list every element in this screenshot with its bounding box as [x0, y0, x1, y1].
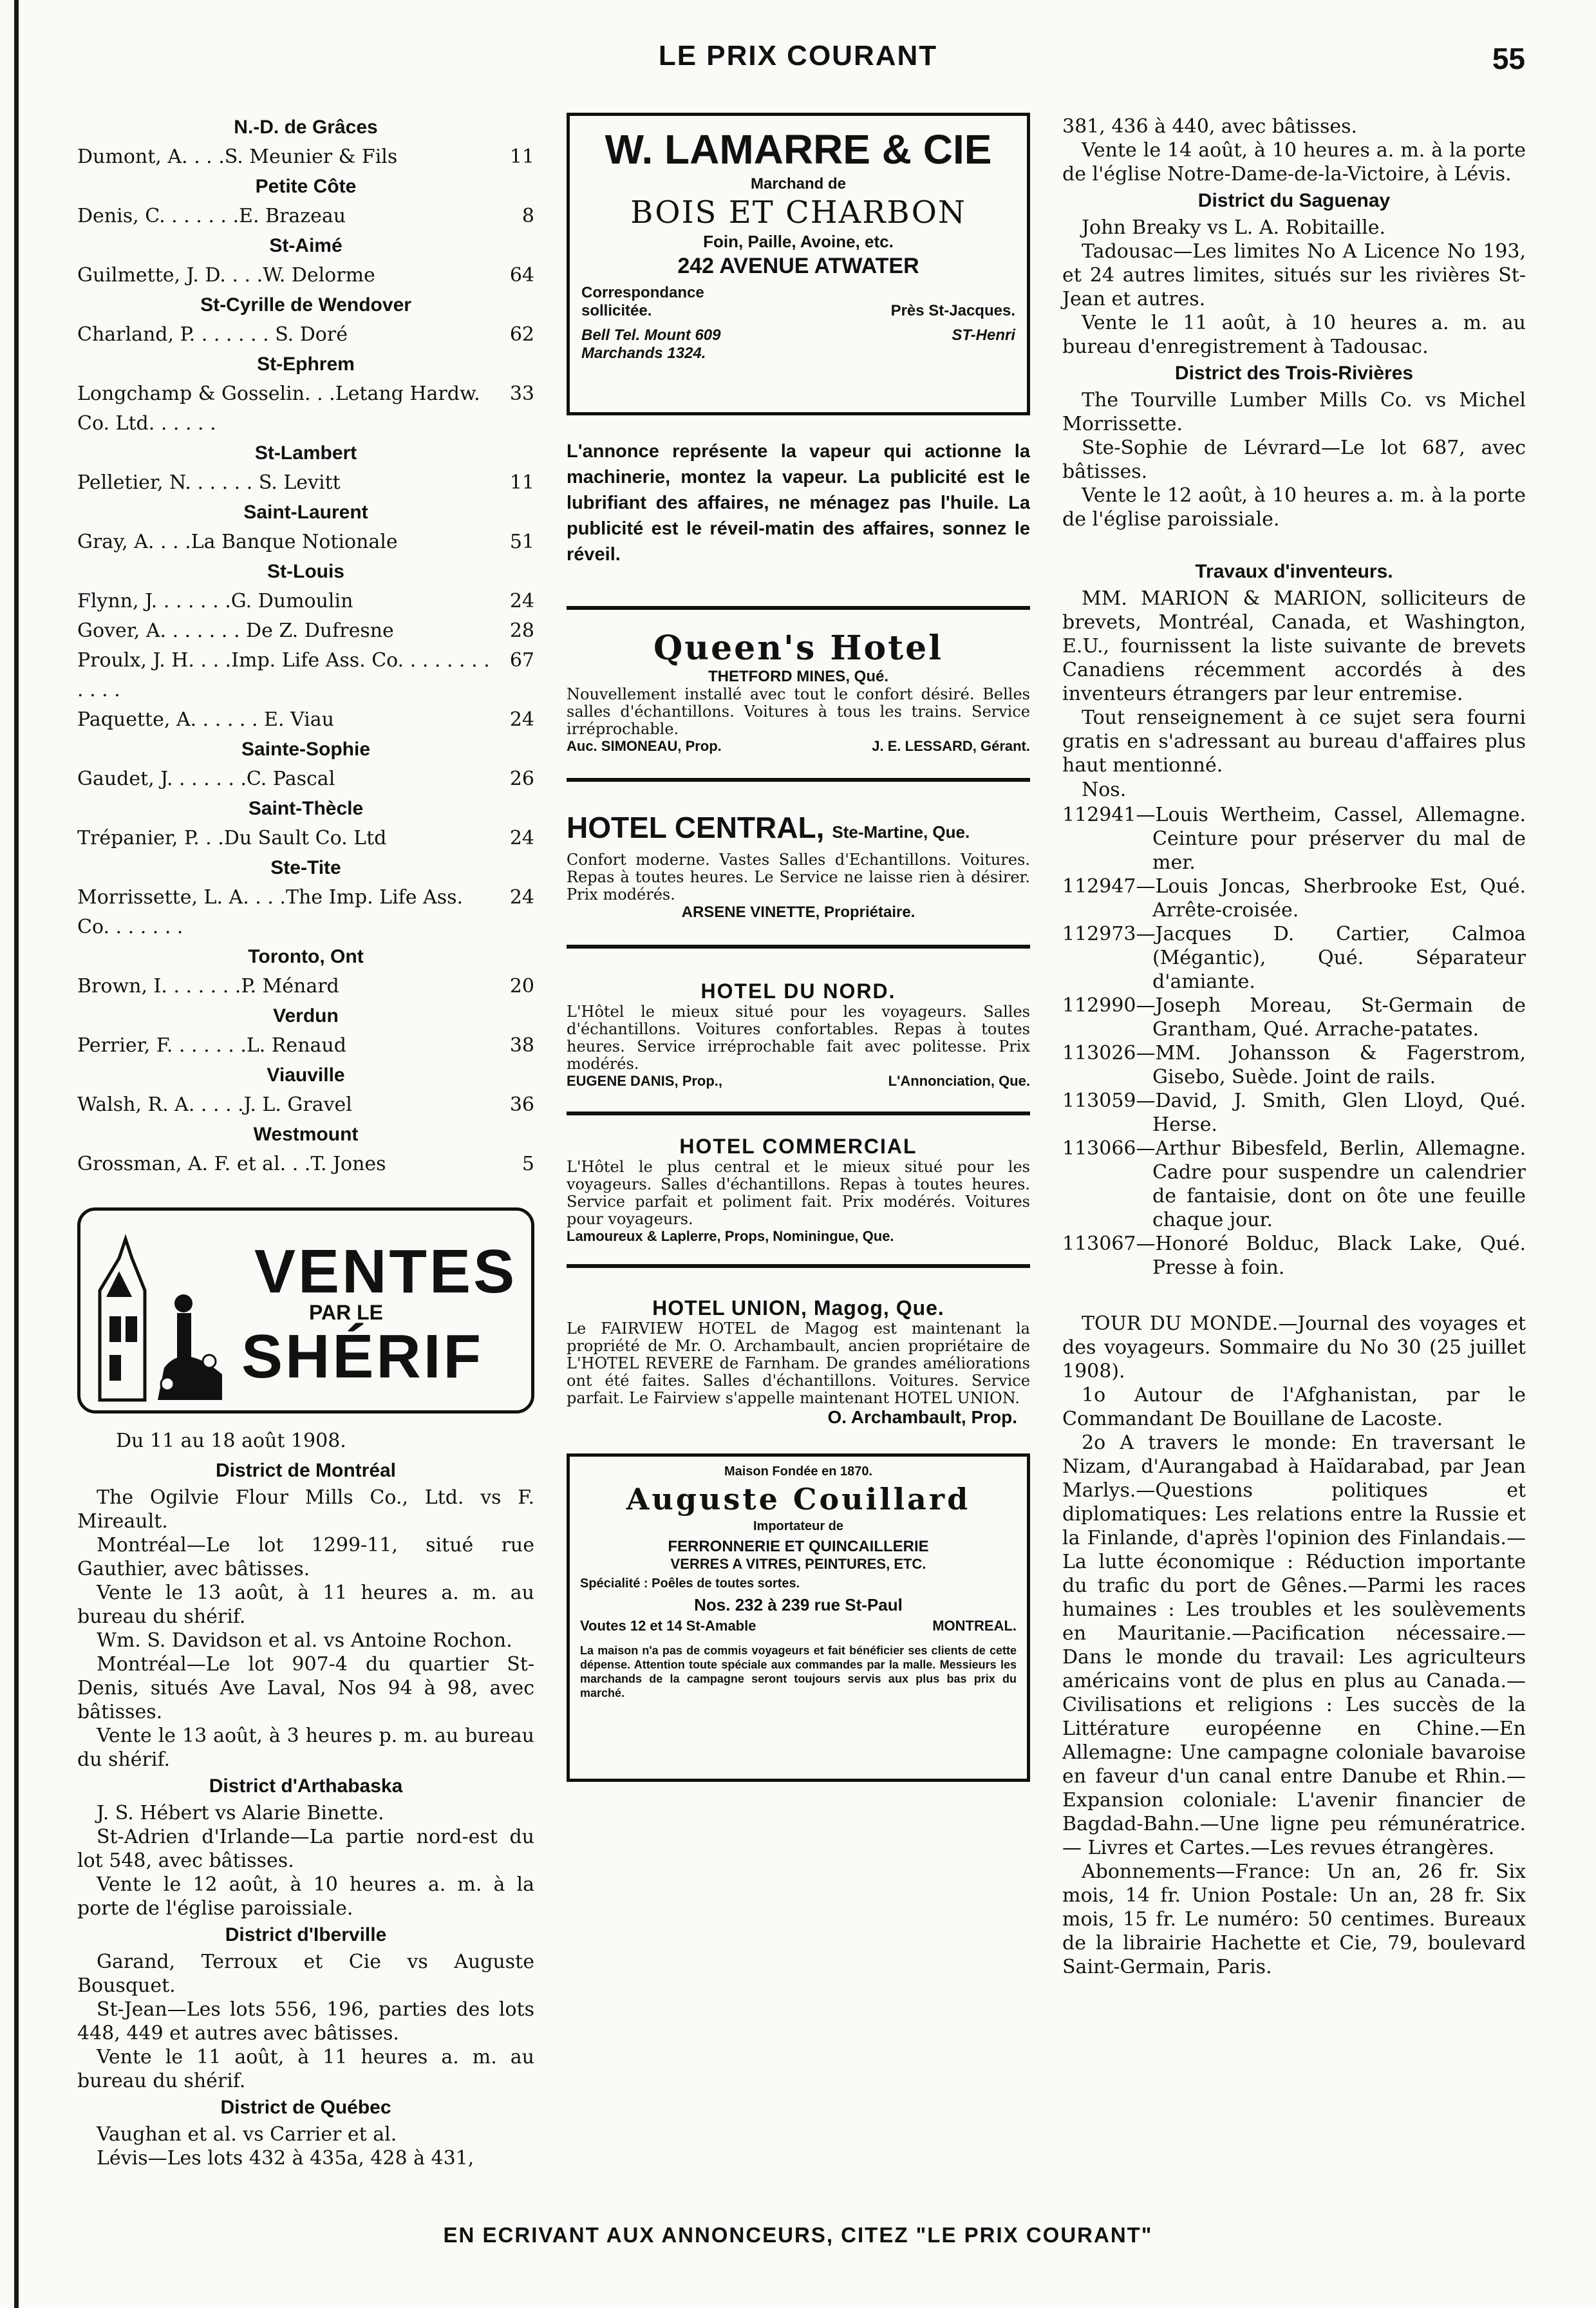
locality-heading: Saint-Laurent — [243, 502, 368, 523]
commercial-prop: Lamoureux & Laplerre, Props, Nominingue, Que. — [567, 1228, 894, 1244]
locality-heading: Viauville — [267, 1064, 345, 1086]
judgment-entry — [77, 527, 534, 557]
sale-paragraph: Vente le 11 août, à 10 heures a. m. au bureau d'enregistrement à Tadousac. — [1062, 312, 1526, 358]
sherif-word-ventes: VENTES — [254, 1237, 518, 1306]
sale-paragraph: Vente le 11 août, à 11 heures a. m. au bureau du shérif. — [77, 2046, 534, 2092]
tour-paragraph: Abonnements—France: Un an, 26 fr. Six mois, 14 fr. Union Postale: Un an, 28 fr. Six mois, 15 fr. Le numéro: 50 centimes. Bureaux de la librairie Hachette et Cie, 79, boulevard Saint-Germain, Paris. — [1062, 1860, 1526, 1978]
couillard-goods2: VERRES A VITRES, PEINTURES, ETC. — [670, 1556, 926, 1572]
judgments-list — [77, 113, 534, 1179]
commercial-desc: L'Hôtel le plus central et le mieux situé pour les voyageurs. Salles d'échantillons. Repas à toutes heures. Service parfait et poliment fait. Prix modérés. Voitures pour voyageurs. — [567, 1158, 1030, 1228]
lamarre-city: ST-Henri — [952, 326, 1015, 344]
column-left — [77, 113, 534, 2170]
judgment-entry — [77, 705, 534, 735]
union-desc: Le FAIRVIEW HOTEL de Magog est maintenant la propriété de Mr. O. Archambault, ancien propriétaire de L'HOTEL REVERE de Farnham. De grandes améliorations ont été faites. Salles d'échantillons. Voitures. Service parfait. Le Fairview s'appelle maintenant HOTEL UNION. — [567, 1320, 1030, 1407]
judgment-amount: 24 — [509, 590, 534, 612]
judgment-entry — [77, 202, 534, 231]
commercial-name: HOTEL COMMERCIAL — [679, 1135, 917, 1158]
patent-entry: 113067—Honoré Bolduc, Black Lake, Qué. Presse à foin. — [1062, 1233, 1526, 1279]
judgment-amount: 33 — [509, 383, 534, 405]
judgment-parties: Guilmette, J. D. . . .W. Delorme — [77, 264, 375, 287]
locality-heading: Sainte-Sophie — [241, 739, 371, 760]
couillard-importer: Importateur de — [753, 1519, 844, 1533]
sale-paragraph: Tadousac—Les limites No A Licence No 193, et 24 autres limites, situés sur les rivières St-Jean et autres. — [1062, 240, 1526, 310]
judgment-parties: Paquette, A. . . . . . E. Viau — [77, 708, 334, 731]
lamarre-corr: Correspondance sollicitée. — [581, 284, 704, 319]
trois-rivieres-district — [1062, 359, 1526, 531]
nord-desc: L'Hôtel le mieux situé pour les voyageurs. Salles d'échantillons. Voitures confortables. Repas à toutes heures. Service irréprochable fait avec politesse. Prix modérés. — [567, 1003, 1030, 1073]
queens-hotel-ad — [567, 629, 1030, 755]
judgment-entry — [77, 1031, 534, 1061]
judgment-parties: Brown, I. . . . . . .P. Ménard — [77, 975, 339, 998]
hotel-central-ad — [567, 810, 1030, 922]
hotel-du-nord-ad — [567, 979, 1030, 1090]
judgment-entry — [77, 587, 534, 616]
judgment-amount: 36 — [509, 1093, 534, 1116]
inventeurs-info: Tout renseignement à ce sujet sera fourni gratis en s'adressant au bureau d'affaires plus haut mentionné. — [1062, 706, 1526, 777]
judgment-parties: Morrissette, L. A. . . .The Imp. Life Ass. Co. . . . . . . — [77, 886, 464, 938]
couillard-ad — [567, 1453, 1030, 1782]
sheriff-sales-list — [77, 1456, 534, 2170]
tour-paragraph: TOUR DU MONDE.—Journal des voyages et des voyageurs. Sommaire du No 30 (25 juillet 1908). — [1062, 1312, 1526, 1383]
lamarre-trade: Marchand de — [750, 175, 847, 193]
central-name: HOTEL CENTRAL, — [567, 811, 825, 844]
locality-heading: St-Ephrem — [257, 354, 355, 375]
district-heading: District du Saguenay — [1197, 190, 1391, 211]
judgment-amount: 24 — [509, 886, 534, 909]
inventeurs-title: Travaux d'inventeurs. — [1195, 561, 1393, 582]
judgment-entry — [77, 468, 534, 498]
judgment-amount: 51 — [509, 531, 534, 553]
sale-paragraph: Vaughan et al. vs Carrier et al. — [97, 2123, 397, 2146]
sale-paragraph: John Breaky vs L. A. Robitaille. — [1082, 216, 1386, 239]
lamarre-goods: BOIS ET CHARBON — [630, 194, 966, 231]
column-middle — [567, 113, 1030, 1782]
locality-heading: Westmount — [253, 1124, 359, 1145]
tour-du-monde-section — [1062, 1312, 1526, 1979]
judgment-parties: Trépanier, P. . .Du Sault Co. Ltd — [77, 827, 387, 849]
divider — [567, 1111, 1030, 1115]
sale-paragraph: Montréal—Le lot 1299-11, situé rue Gauthier, avec bâtisses. — [77, 1534, 534, 1580]
patent-entry: 112990—Joseph Moreau, St-Germain de Grantham, Qué. Arrache-patates. — [1062, 994, 1526, 1041]
district-heading: District d'Iberville — [225, 1924, 387, 1945]
patents-list — [1062, 803, 1526, 1280]
judgment-entry — [77, 616, 534, 646]
judgment-entry — [77, 320, 534, 350]
sale-paragraph: St-Adrien d'Irlande—La partie nord-est du lot 548, avec bâtisses. — [77, 1826, 534, 1872]
patent-entry: 112941—Louis Wertheim, Cassel, Allemagne. Ceinture pour préserver du mal de mer. — [1062, 804, 1526, 874]
judgment-amount: 67 — [509, 649, 534, 672]
locality-heading: N.-D. de Grâces — [234, 117, 378, 138]
lamarre-tel: Bell Tel. Mount 609 — [581, 326, 721, 344]
judgment-amount: 5 — [521, 1153, 534, 1175]
sherif-illustration-icon — [87, 1213, 235, 1406]
nord-name: HOTEL DU NORD. — [700, 979, 896, 1003]
central-place: Ste-Martine, Que. — [832, 822, 970, 842]
district-heading: District de Montréal — [215, 1460, 397, 1481]
couillard-address: Nos. 232 à 239 rue St-Paul — [694, 1595, 903, 1614]
sale-paragraph: Wm. S. Davidson et al. vs Antoine Rochon. — [97, 1629, 512, 1652]
sale-paragraph: Vente le 13 août, à 3 heures p. m. au bureau du shérif. — [77, 1725, 534, 1771]
patent-entry: 113059—David, J. Smith, Glen Lloyd, Qué. Herse. — [1062, 1090, 1526, 1136]
judgment-parties: Gray, A. . . .La Banque Notionale — [77, 531, 398, 553]
central-prop: ARSENE VINETTE, Propriétaire. — [681, 903, 915, 921]
judgment-parties: Grossman, A. F. et al. . .T. Jones — [77, 1153, 386, 1175]
queens-name: Queen's Hotel — [653, 629, 944, 668]
union-name: HOTEL UNION, Magog, Que. — [652, 1296, 944, 1320]
column-right — [1062, 115, 1526, 1979]
tour-paragraph: 2o A travers le monde: En traversant le Nizam, d'Aurangabad à Haïdarabad, par Jean Marlys.—Questions politiques et diplomatiques: Les relations entre la Russie et la Finlande, d'après l'opinion des Finlandais.—La lutte économique : Réduction importante du trafic du port de Gênes.—Parmi les races humaines : Les troubles et les soulèvements en Mauritanie.—Pacification nécessaire.— Dans le monde du travail: Les agriculteurs américains vont de plus en plus au Canada.—Civilisations et religions : Les succès de la Littérature européenne en Chine.—En Allemagne: Une campagne coloniale bavaroise en faveur d'un canal entre Danube et Rhin.—Expansion coloniale: L'avenir financier de Bagdad-Bahn.—Une ligne peu rémunératrice. — Livres et Cartes.—Les revues étrangères. — [1062, 1432, 1526, 1859]
sale-paragraph: Garand, Terroux et Cie vs Auguste Bousquet. — [77, 1951, 534, 1997]
nord-place: L'Annonciation, Que. — [888, 1073, 1030, 1089]
judgment-parties: Walsh, R. A. . . . .J. L. Gravel — [77, 1093, 352, 1116]
judgment-amount: 28 — [509, 620, 534, 642]
judgment-parties: Longchamp & Gosselin. . .Letang Hardw. Co. Ltd. . . . . . — [77, 383, 480, 435]
sale-paragraph: The Tourville Lumber Mills Co. vs Michel Morrissette. — [1062, 389, 1526, 435]
queens-desc: Nouvellement installé avec tout le confort désiré. Belles salles d'échantillons. Voitures à tous les trains. Service irréprochable. — [567, 685, 1030, 738]
judgment-parties: Pelletier, N. . . . . . S. Levitt — [77, 471, 341, 494]
judgment-amount: 20 — [509, 975, 534, 998]
judgment-entry — [77, 764, 534, 794]
judgment-amount: 11 — [509, 471, 534, 494]
judgment-amount: 26 — [509, 768, 534, 790]
sale-paragraph: J. S. Hébert vs Alarie Binette. — [97, 1802, 384, 1824]
judgment-amount: 64 — [509, 264, 534, 287]
inventeurs-section — [1062, 557, 1526, 1280]
sale-paragraph: 381, 436 à 440, avec bâtisses. — [1062, 115, 1358, 138]
judgment-amount: 24 — [509, 708, 534, 731]
divider — [567, 778, 1030, 782]
district-heading: District d'Arthabaska — [209, 1775, 403, 1797]
locality-heading: Verdun — [273, 1005, 339, 1026]
sale-paragraph: Vente le 13 août, à 11 heures a. m. au bureau du shérif. — [77, 1582, 534, 1628]
couillard-founded: Maison Fondée en 1870. — [724, 1464, 873, 1479]
locality-heading: Ste-Tite — [270, 857, 341, 878]
judgment-entry — [77, 883, 534, 942]
patent-entry: 113066—Arthur Bibesfeld, Berlin, Allemagne. Cadre pour suspendre un calendrier de fantaisie, dont on ôte une feuille chaque jour. — [1062, 1137, 1526, 1231]
locality-heading: St-Aimé — [269, 235, 343, 256]
judgment-entry — [77, 379, 534, 439]
judgment-parties: Dumont, A. . . .S. Meunier & Fils — [77, 146, 398, 168]
judgment-amount: 62 — [509, 323, 534, 346]
judgment-parties: Perrier, F. . . . . . .L. Renaud — [77, 1034, 346, 1057]
lamarre-tel2: Marchands 1324. — [581, 345, 706, 362]
couillard-note: La maison n'a pas de commis voyageurs et fait bénéficier ses clients de cette dépense. Attention toute spéciale aux commandes par la malle. Messieurs les marchands de la campagne seront toujours servis aux plus bas prix du marché. — [580, 1644, 1017, 1699]
couillard-special: Spécialité : Poêles de toutes sortes. — [580, 1576, 800, 1591]
locality-heading: Saint-Thècle — [248, 798, 364, 819]
queens-prop: Auc. SIMONEAU, Prop. — [567, 738, 722, 754]
patent-entry: 113026—MM. Johansson & Fagerstrom, Gisebo, Suède. Joint de rails. — [1062, 1042, 1526, 1088]
union-prop: O. Archambault, Prop. — [827, 1407, 1017, 1427]
judgment-parties: Denis, C. . . . . . .E. Brazeau — [77, 205, 346, 227]
judgment-amount: 38 — [509, 1034, 534, 1057]
hotel-commercial-ad — [567, 1135, 1030, 1245]
judgment-parties: Flynn, J. . . . . . .G. Dumoulin — [77, 590, 353, 612]
sales-date: Du 11 au 18 août 1908. — [116, 1430, 346, 1452]
judgment-parties: Gaudet, J. . . . . . .C. Pascal — [77, 768, 335, 790]
inventeurs-intro: MM. MARION & MARION, solliciteurs de brevets, Montréal, Canada, et Washington, E.U., fournissent la liste suivante de brevets Canadiens récemment accordés à des inventeurs étrangers par leur entremise. — [1062, 587, 1526, 705]
sale-paragraph: Vente le 12 août, à 10 heures a. m. à la porte de l'église paroissiale. — [77, 1873, 534, 1920]
queens-manager: J. E. LESSARD, Gérant. — [872, 738, 1030, 754]
couillard-name: Auguste Couillard — [626, 1482, 971, 1517]
page-header-title: LE PRIX COURANT — [658, 40, 938, 71]
judgment-parties: Charland, P. . . . . . . S. Doré — [77, 323, 348, 346]
locality-heading: St-Cyrille de Wendover — [200, 294, 411, 316]
judgment-parties: Proulx, J. H. . . .Imp. Life Ass. Co. . . . . . . . . . . . — [77, 649, 490, 701]
lamarre-items: Foin, Paille, Avoine, etc. — [703, 232, 894, 251]
sale-paragraph: The Ogilvie Flour Mills Co., Ltd. vs F. Mireault. — [77, 1486, 534, 1533]
page-number: 55 — [1492, 42, 1525, 75]
sale-paragraph: Ste-Sophie de Lévrard—Le lot 687, avec bâtisses. — [1062, 437, 1526, 483]
judgment-entry — [77, 1090, 534, 1120]
lamarre-near: Près St-Jacques. — [890, 302, 1015, 319]
page-footer: EN ECRIVANT AUX ANNONCEURS, CITEZ "LE PRIX COURANT" — [443, 2223, 1153, 2247]
sherif-word-par-le: PAR LE — [309, 1301, 383, 1324]
judgment-parties: Gover, A. . . . . . . De Z. Dufresne — [77, 620, 394, 642]
advertising-maxim: L'annonce représente la vapeur qui actionne la machinerie, montez la vapeur. La publicité est le lubrifiant des affaires, ne ménagez pas l'huile. La publicité est le réveil-matin des affaires, sonnez le réveil. — [567, 441, 1030, 565]
sale-paragraph: Vente le 14 août, à 10 heures a. m. à la porte de l'église Notre-Dame-de-la-Victoire, à Lévis. — [1062, 139, 1526, 185]
divider — [567, 945, 1030, 949]
judgment-entry — [77, 1149, 534, 1179]
district-heading: District des Trois-Rivières — [1174, 363, 1414, 384]
ventes-sherif-banner — [77, 1207, 534, 1414]
quebec-sale-continued — [1062, 115, 1526, 186]
sherif-word-sherif: SHÉRIF — [241, 1322, 484, 1391]
district-heading: District de Québec — [220, 2097, 391, 2118]
divider — [567, 1264, 1030, 1268]
locality-heading: St-Lambert — [254, 442, 357, 464]
judgment-entry — [77, 972, 534, 1001]
sale-paragraph: Vente le 12 août, à 10 heures a. m. à la porte de l'église paroissiale. — [1062, 484, 1526, 531]
patent-entry: 112973—Jacques D. Cartier, Calmoa (Mégantic), Qué. Séparateur d'amiante. — [1062, 923, 1526, 993]
locality-heading: Toronto, Ont — [248, 946, 364, 967]
judgment-entry — [77, 142, 534, 172]
lamarre-address: 242 AVENUE ATWATER — [677, 254, 919, 278]
couillard-goods1: FERRONNERIE ET QUINCAILLERIE — [668, 1538, 929, 1555]
judgment-entry — [77, 646, 534, 705]
judgment-amount: 11 — [509, 146, 534, 168]
judgment-amount: 24 — [509, 827, 534, 849]
sale-paragraph: Lévis—Les lots 432 à 435a, 428 à 431, — [97, 2147, 474, 2170]
page-edge-rule — [14, 0, 19, 2308]
sale-paragraph: St-Jean—Les lots 556, 196, parties des lots 448, 449 et autres avec bâtisses. — [77, 1998, 534, 2045]
lamarre-ad — [567, 113, 1030, 415]
patents-nos: Nos. — [1082, 779, 1127, 801]
central-desc: Confort moderne. Vastes Salles d'Echantillons. Voitures. Repas à toutes heures. Le Service ne laisse rien à désirer. Prix modérés. — [567, 851, 1030, 903]
hotel-union-ad — [567, 1296, 1030, 1428]
divider — [567, 606, 1030, 610]
locality-heading: St-Louis — [267, 561, 344, 582]
judgment-entry — [77, 824, 534, 853]
couillard-vaults: Voutes 12 et 14 St-Amable — [580, 1618, 756, 1634]
locality-heading: Petite Côte — [255, 176, 357, 197]
judgment-entry — [77, 261, 534, 290]
queens-place: THETFORD MINES, Qué. — [708, 668, 888, 685]
saguenay-district — [1062, 186, 1526, 359]
tour-paragraph: 1o Autour de l'Afghanistan, par le Commandant De Bouillane de Lacoste. — [1062, 1384, 1526, 1430]
sale-paragraph: Montréal—Le lot 907-4 du quartier St-Denis, situés Ave Laval, Nos 94 à 98, avec bâtisses. — [77, 1653, 534, 1723]
patent-entry: 112947—Louis Joncas, Sherbrooke Est, Qué. Arrête-croisée. — [1062, 875, 1526, 922]
lamarre-name: W. LAMARRE & CIE — [605, 126, 992, 173]
couillard-city: MONTREAL. — [932, 1618, 1017, 1634]
judgment-amount: 8 — [521, 205, 534, 227]
nord-prop: EUGENE DANIS, Prop., — [567, 1073, 723, 1089]
